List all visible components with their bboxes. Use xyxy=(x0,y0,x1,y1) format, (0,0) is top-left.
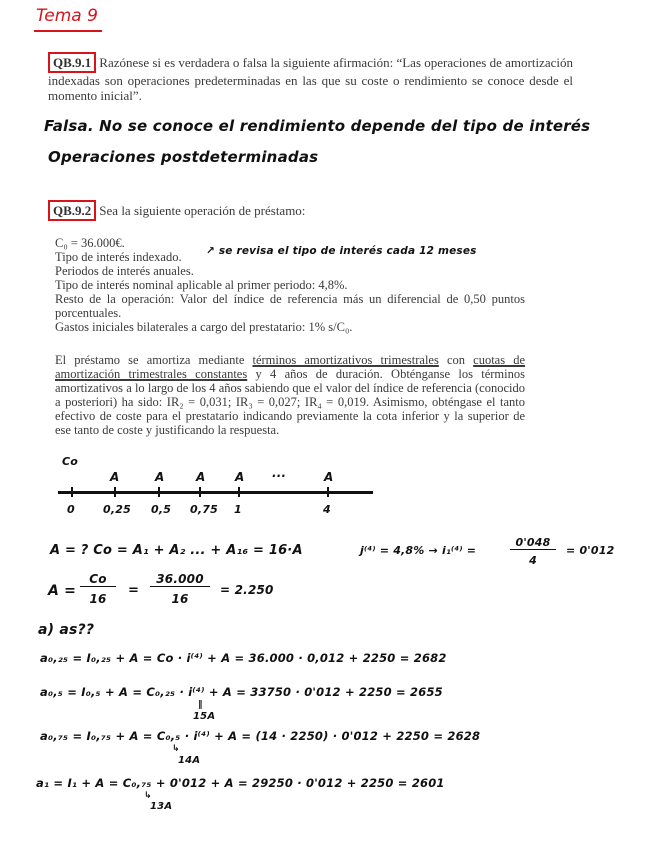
margin-note xyxy=(206,245,477,257)
question-2-code: QB.9.2 xyxy=(48,200,96,221)
work-row-2-note: 15A xyxy=(193,711,216,722)
work-line2-den2: 16 xyxy=(171,592,189,606)
part-a-label: a) as?? xyxy=(38,622,95,638)
timeline-tick xyxy=(71,487,73,497)
timeline-tick xyxy=(327,487,329,497)
statement-text: El préstamo se amortiza mediante xyxy=(55,353,245,367)
timeline-axis xyxy=(58,491,373,494)
work-row-3-note: 14A xyxy=(178,755,201,766)
title-underline xyxy=(34,30,102,32)
question-1-code: QB.9.1 xyxy=(48,52,96,73)
timeline-payment-label: A xyxy=(324,470,334,484)
condition-item: Resto de la operación: Valor del índice de referencia más un diferencial de 0,50 puntos porcentuales. xyxy=(55,292,525,320)
condition-item: C₀ = 36.000€. xyxy=(55,236,125,250)
timeline-payment-label: A xyxy=(155,470,165,484)
condition-item: Tipo de interés indexado. xyxy=(55,250,182,264)
question-1-text: Razónese si es verdadera o falsa la siguiente afirmación: “Las operaciones de amortización indexadas son operaciones predeterminadas en las que su coste o rendimiento se conoce desde el momento inicial”. xyxy=(48,55,573,103)
question-2-intro: Sea la siguiente operación de préstamo: xyxy=(99,203,306,218)
timeline-payment-label: A xyxy=(235,470,245,484)
timeline-tick-label: 1 xyxy=(234,503,242,516)
work-line2-eq: = xyxy=(128,583,140,598)
timeline-payment-label: A xyxy=(110,470,120,484)
answer-1-line2: Operaciones postdeterminadas xyxy=(48,148,319,166)
work-row-4: a₁ = I₁ + A = C₀,₇₅ + 0'012 + A = 29250 · 0'012 + 2250 = 2601 xyxy=(36,776,445,790)
work-row-2: a₀,₅ = I₀,₅ + A = C₀,₂₅ · i⁽⁴⁾ + A = 33750 · 0'012 + 2250 = 2655 xyxy=(40,685,443,699)
fraction-numerator: 0'048 xyxy=(510,536,556,550)
work-row-3: a₀,₇₅ = I₀,₇₅ + A = C₀,₅ · i⁽⁴⁾ + A = (14 · 2250) · 0'012 + 2250 = 2628 xyxy=(40,729,481,743)
question-2-statement xyxy=(55,353,525,437)
work-line2-den1: 16 xyxy=(89,592,107,606)
work-row-2-brace: ‖ xyxy=(198,700,203,710)
work-line2-result: = 2.250 xyxy=(220,583,274,597)
statement-underlined-1: términos amortizativos trimestrales xyxy=(252,353,439,367)
condition-item: Gastos iniciales bilaterales a cargo del prestatario: 1% s/C₀. xyxy=(55,320,353,334)
statement-underlined-2: cuotas de amortización trimestrales constantes xyxy=(55,353,526,381)
question-2-header xyxy=(48,200,573,221)
question-1 xyxy=(48,52,573,103)
fraction-result: = 0'012 xyxy=(566,544,615,557)
timeline-top-label: Co xyxy=(62,455,79,468)
timeline-tick xyxy=(199,487,201,497)
work-line2-num2: 36.000 xyxy=(150,572,210,587)
timeline-payment-label: A xyxy=(196,470,206,484)
work-line2-label: A = xyxy=(48,583,77,599)
work-row-4-brace: ↳ xyxy=(144,791,152,801)
condition-item: Tipo de interés nominal aplicable al primer periodo: 4,8%. xyxy=(55,278,348,292)
work-row-3-brace: ↳ xyxy=(172,744,180,754)
timeline-tick-label: 0 xyxy=(67,503,75,516)
timeline-tick xyxy=(238,487,240,497)
timeline-tick-label: 0,25 xyxy=(103,503,131,516)
timeline-ellipsis: ... xyxy=(272,466,287,480)
statement-text: y 4 años de duración. Obténganse los términos amortizativos a lo largo de los 4 años sabiendo que el valor del índice de referencia (conocido a posteriori) ha sido: IR₂ = 0,031; IR₃ = 0,027; IR₄ = 0,019. Asimismo, obténgase el tanto efectivo de coste para el prestatario indicando previamente la cota inferior y la superior de ese tanto de coste y justificando la respuesta. xyxy=(55,367,525,437)
work-line2-num1: Co xyxy=(80,572,116,587)
work-row-1: a₀,₂₅ = I₀,₂₅ + A = Co · i⁽⁴⁾ + A = 36.000 · 0,012 + 2250 = 2682 xyxy=(40,651,447,665)
arrow-icon: ↗ xyxy=(206,245,215,257)
condition-item: Periodos de interés anuales. xyxy=(55,264,194,278)
statement-text: con xyxy=(446,353,466,367)
work-line1-right: j⁽⁴⁾ = 4,8% → i₁⁽⁴⁾ = xyxy=(360,544,477,557)
fraction-denominator: 4 xyxy=(529,554,537,567)
work-line1-left: A = ? Co = A₁ + A₂ ... + A₁₆ = 16·A xyxy=(50,543,303,558)
answer-1-line1: Falsa. No se conoce el rendimiento depende del tipo de interés xyxy=(44,117,591,135)
timeline-tick-label: 0,5 xyxy=(151,503,172,516)
timeline-tick xyxy=(158,487,160,497)
work-row-4-note: 13A xyxy=(150,801,173,812)
page-title: Tema 9 xyxy=(36,6,98,26)
margin-note-text: se revisa el tipo de interés cada 12 meses xyxy=(218,245,477,257)
timeline-tick-label: 4 xyxy=(323,503,331,516)
timeline-tick-label: 0,75 xyxy=(190,503,218,516)
timeline-tick xyxy=(114,487,116,497)
